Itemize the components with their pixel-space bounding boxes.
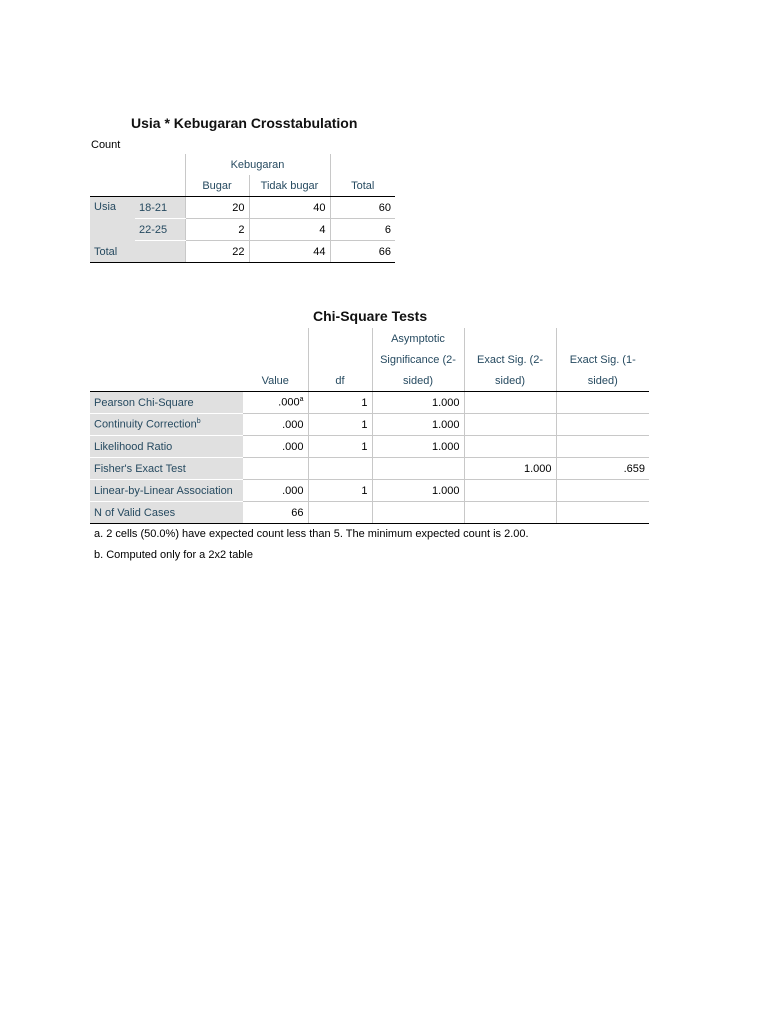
row-group-label: Usia <box>90 197 135 241</box>
footnote-b: b. Computed only for a 2x2 table <box>94 549 253 561</box>
cell: 1.000 <box>372 436 464 458</box>
cell: 1 <box>308 436 372 458</box>
chisq-table <box>90 328 649 524</box>
cell: .000 <box>243 480 308 502</box>
cell <box>464 436 556 458</box>
header-value: Value <box>243 370 308 392</box>
total-row-label: Total <box>90 241 185 263</box>
cell: 1 <box>308 480 372 502</box>
row-label-n-valid: N of Valid Cases <box>90 502 243 524</box>
col-header-bugar: Bugar <box>185 175 249 197</box>
row-label-18-21: 18-21 <box>135 197 185 219</box>
table-row <box>90 502 649 524</box>
cell: 22 <box>185 241 249 263</box>
footnote-a: a. 2 cells (50.0%) have expected count less than 5. The minimum expected count is 2.00. <box>94 528 529 540</box>
cell: 40 <box>249 197 330 219</box>
cell <box>308 458 372 480</box>
cell <box>556 392 649 414</box>
cell <box>308 502 372 524</box>
cell: .000 <box>243 436 308 458</box>
table-row <box>90 414 649 436</box>
cell <box>372 458 464 480</box>
cell <box>464 392 556 414</box>
header-exact2-1: Exact Sig. (2- <box>464 349 556 370</box>
row-label-likelihood: Likelihood Ratio <box>90 436 243 458</box>
cell: .659 <box>556 458 649 480</box>
footnote-mark: a <box>299 396 304 404</box>
header-asym-3: sided) <box>372 370 464 392</box>
col-group-header: Kebugaran <box>185 154 330 175</box>
row-label-pearson: Pearson Chi-Square <box>90 392 243 414</box>
header-exact1-1: Exact Sig. (1- <box>556 349 649 370</box>
cell <box>556 414 649 436</box>
cell <box>556 480 649 502</box>
crosstab-subtitle: Count <box>91 139 121 151</box>
cell: 1.000 <box>372 392 464 414</box>
cell: 1 <box>308 392 372 414</box>
crosstab-table <box>90 154 395 263</box>
header-asym-2: Significance (2- <box>372 349 464 370</box>
cell <box>464 414 556 436</box>
cell: 66 <box>243 502 308 524</box>
cell: 20 <box>185 197 249 219</box>
row-label-22-25: 22-25 <box>135 219 185 241</box>
table-row <box>90 458 649 480</box>
header-exact2-2: sided) <box>464 370 556 392</box>
col-header-tidak-bugar: Tidak bugar <box>249 175 330 197</box>
crosstab-title: Usia * Kebugaran Crosstabulation <box>131 115 358 131</box>
cell <box>556 436 649 458</box>
cell <box>556 502 649 524</box>
table-row <box>90 392 649 414</box>
row-label-linear: Linear-by-Linear Association <box>90 480 243 502</box>
cell: 1 <box>308 414 372 436</box>
cell: 1.000 <box>372 414 464 436</box>
header-df: df <box>308 370 372 392</box>
header-asym-1: Asymptotic <box>372 328 464 349</box>
cell: 1.000 <box>372 480 464 502</box>
row-label-continuity: Continuity Correction$^b$ <box>90 414 243 436</box>
header-exact1-2: sided) <box>556 370 649 392</box>
footnote-mark: b <box>196 418 201 426</box>
cell: .000$^a$ <box>243 392 308 414</box>
cell: .000 <box>243 414 308 436</box>
cell: 44 <box>249 241 330 263</box>
cell <box>243 458 308 480</box>
col-header-total: Total <box>330 175 395 197</box>
cell <box>464 502 556 524</box>
cell: 2 <box>185 219 249 241</box>
cell <box>464 480 556 502</box>
cell: 4 <box>249 219 330 241</box>
chisq-title: Chi-Square Tests <box>313 308 428 324</box>
cell <box>372 502 464 524</box>
row-label-fisher: Fisher's Exact Test <box>90 458 243 480</box>
table-row <box>90 436 649 458</box>
cell: 1.000 <box>464 458 556 480</box>
cell: 6 <box>330 219 395 241</box>
table-row <box>90 480 649 502</box>
cell: 66 <box>330 241 395 263</box>
cell: 60 <box>330 197 395 219</box>
